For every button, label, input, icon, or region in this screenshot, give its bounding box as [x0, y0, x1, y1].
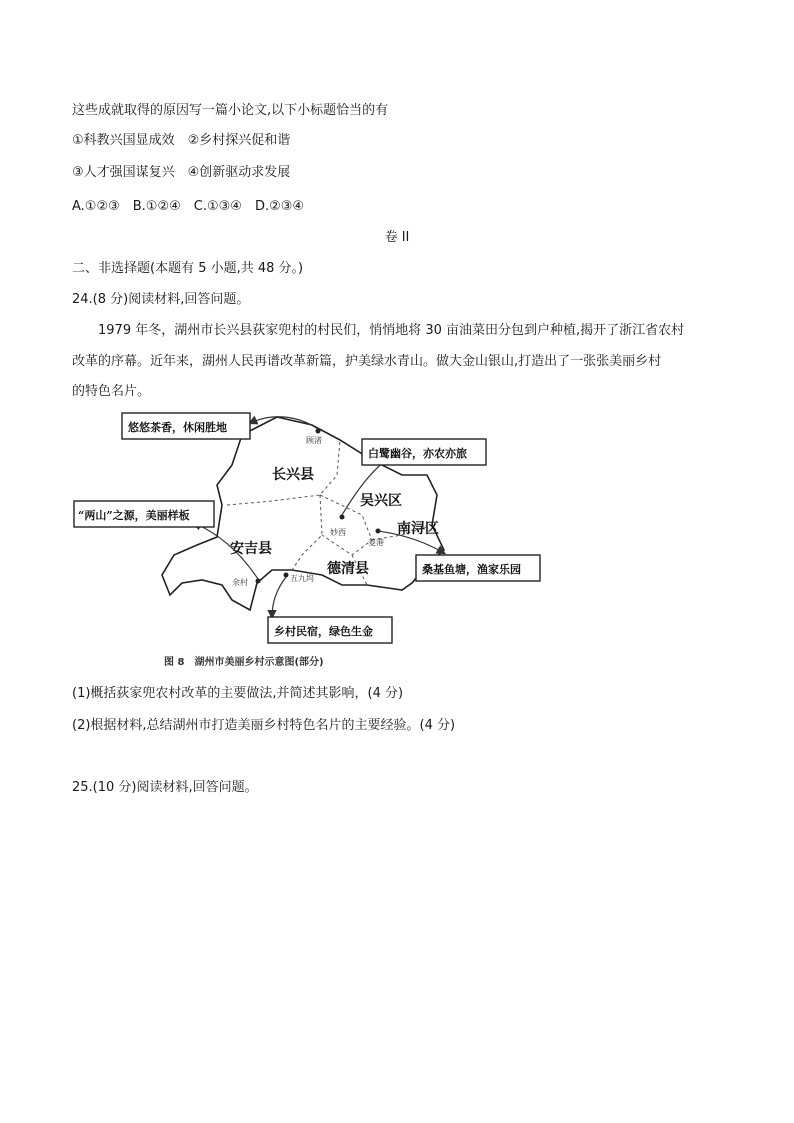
- volume-heading: 卷 II: [384, 230, 410, 245]
- q24-paragraph-line2: 改革的序幕。近年来，湖州人民再谱改革新篇，护美绿水青山。做大金山银山,打造出了一张张美丽乡村: [72, 354, 662, 369]
- q23-options-line1: ①科教兴国显成效 ②乡村探兴促和谐: [72, 133, 291, 148]
- town-lingang: 菱港: [368, 538, 384, 547]
- callout-homestay: 乡村民宿，绿色生金: [274, 625, 373, 638]
- huzhou-village-map: [72, 405, 542, 673]
- section-header: 二、非选择题(本题有 5 小题,共 48 分。): [72, 261, 304, 276]
- county-anji: 安吉县: [230, 541, 272, 557]
- county-wuxing: 吴兴区: [360, 493, 402, 509]
- town-miaoxi: 妙西: [330, 528, 346, 537]
- county-nanxun: 南浔区: [397, 521, 439, 537]
- town-guzhu: 顾渚: [306, 436, 322, 445]
- q23-options-line2: ③人才强国谋复兴 ④创新驱动求发展: [72, 165, 291, 180]
- q23-choices: A.①②③ B.①②④ C.①③④ D.②③④: [72, 199, 305, 214]
- q24-title: 24.(8 分)阅读材料,回答问题。: [72, 292, 250, 307]
- q24-sub1: (1)概括荻家兜农村改革的主要做法,并简述其影响，(4 分): [72, 686, 404, 701]
- q24-paragraph-line1: 1979 年冬，湖州市长兴县荻家兜村的村民们，悄悄地将 30 亩油菜田分包到户种植,揭开了浙江省农村: [98, 323, 685, 338]
- town-wujiadu: 五九坞: [290, 574, 314, 583]
- map-caption: 图 8 湖州市美丽乡村示意图(部分): [164, 657, 324, 668]
- county-deqing: 德清县: [327, 561, 369, 577]
- callout-egret: 白鹭幽谷，亦农亦旅: [368, 447, 467, 460]
- q23-prompt: 这些成就取得的原因写一篇小论文,以下小标题恰当的有: [72, 103, 389, 118]
- callout-tea: 悠悠茶香，休闲胜地: [128, 421, 227, 434]
- q24-paragraph-line3: 的特色名片。: [72, 384, 151, 399]
- q24-sub2: (2)根据材料,总结湖州市打造美丽乡村特色名片的主要经验。(4 分): [72, 718, 456, 733]
- town-yucun: 余村: [232, 578, 248, 587]
- q25-title: 25.(10 分)阅读材料,回答问题。: [72, 780, 258, 795]
- county-changxing: 长兴县: [272, 467, 314, 483]
- callout-fishpond: 桑基鱼塘，渔家乐园: [422, 563, 521, 576]
- callout-liangshan: “两山”之源，美丽样板: [78, 509, 190, 522]
